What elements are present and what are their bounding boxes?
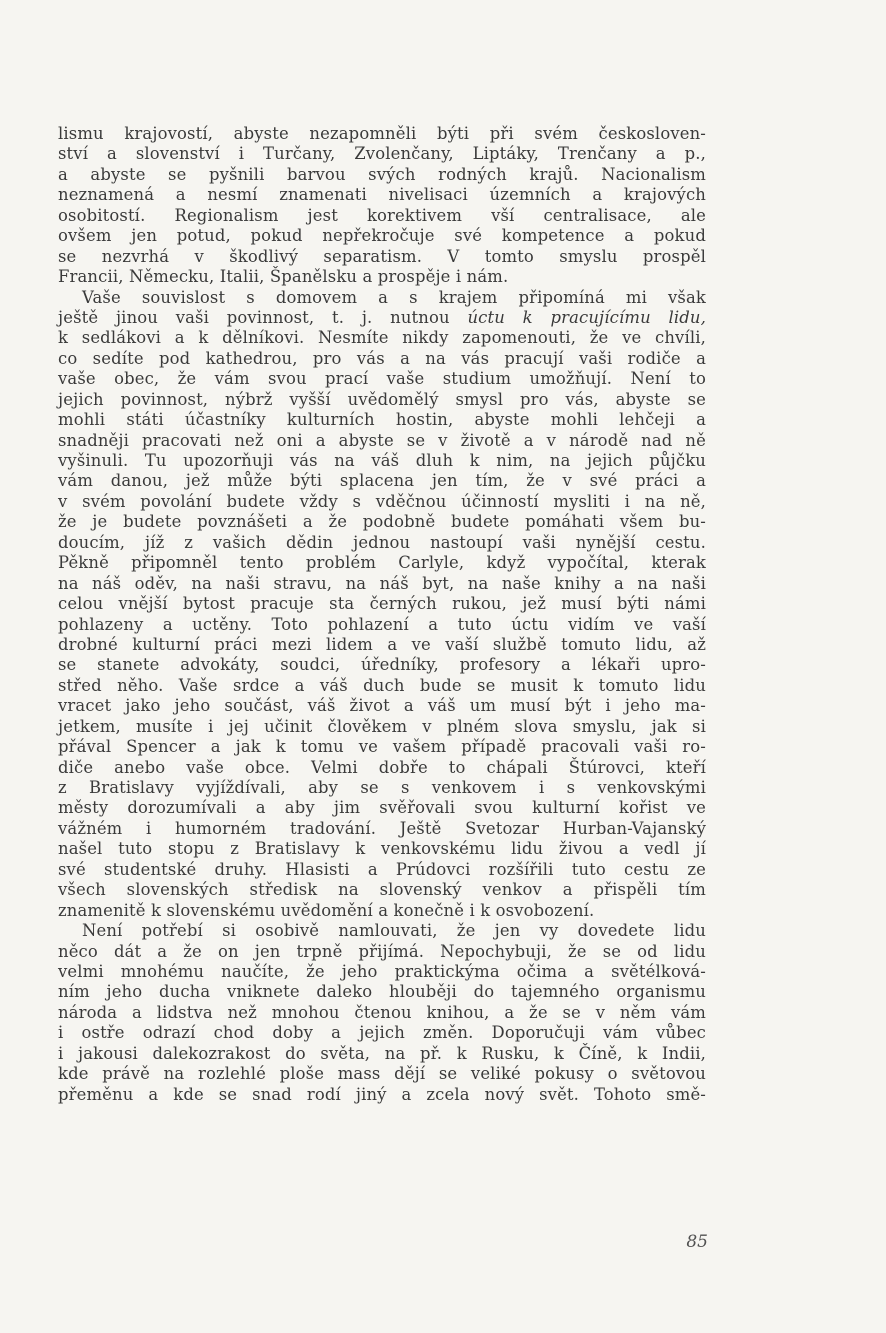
text-line-content: v svém povolání budete vždy s vděčnou účinností mysliti i na ně, [58, 491, 706, 511]
text-line-content: neznamená a nesmí znamenati nivelisaci územních a krajových [58, 185, 706, 205]
text-line [58, 247, 706, 267]
text-line [58, 553, 706, 573]
text-line-content: a abyste se pyšnili barvou svých rodných krajů. Nacionalism [58, 164, 706, 184]
text-line [58, 512, 706, 532]
text-line-content: ství a slovenství i Turčany, Zvolenčany, Liptáky, Trenčany a p., [58, 144, 706, 164]
text-line-content: pohlazeny a uctěny. Toto pohlazení a tuto úctu vidím ve vaší [58, 614, 706, 634]
text-line [58, 982, 706, 1002]
text-line-content: vám danou, jež může býti splacena jen tím, že v své práci a [58, 471, 706, 491]
text-line-content: městy dorozumívali a aby jim svěřovali svou kulturní kořist ve [58, 798, 706, 818]
text-line [58, 839, 706, 859]
text-line-content: doucím, jíž z vašich dědin jednou nastoupí vaši nynější cestu. [58, 532, 706, 552]
text-line-content: lismu krajovostí, abyste nezapomněli býti při svém českosloven- [58, 124, 706, 143]
text-line [58, 574, 706, 594]
text-line-content: i jakousi dalekozrakost do světa, na př. k Rusku, k Číně, k Indii, [58, 1043, 706, 1063]
text-line [58, 778, 706, 798]
text-line [58, 451, 706, 471]
text-line [58, 390, 706, 410]
text-line-content: národa a lidstva než mnohou čtenou knihou, a že se v něm vám [58, 1002, 706, 1022]
text-line [58, 655, 706, 675]
emphasized-text: úctu k pracujícímu lidu, [467, 307, 706, 327]
text-line-content: přával Spencer a jak k tomu ve vašem případě pracovali vaši ro- [58, 737, 706, 757]
text-line-content: znamenitě k slovenskému uvědomění a konečně i k osvobození. [58, 900, 595, 920]
text-line-content: ještě jinou vaši povinnost, t. j. nutnou [58, 307, 468, 327]
text-line-content: své studentské druhy. Hlasisti a Prúdovci rozšířili tuto cestu ze [58, 859, 706, 879]
text-line-content: jetkem, musíte i jej učinit člověkem v plném slova smyslu, jak si [58, 716, 706, 736]
text-line-content: ním jeho ducha vniknete daleko hlouběji do tajemného organismu [58, 982, 706, 1002]
text-line [58, 880, 706, 900]
text-line [58, 349, 706, 369]
text-line [58, 328, 706, 348]
text-line [58, 901, 706, 921]
text-line [58, 1064, 706, 1084]
text-line [58, 267, 706, 287]
text-line [58, 1023, 706, 1043]
text-line [58, 533, 706, 553]
text-line [58, 369, 706, 389]
text-line [58, 226, 706, 246]
text-line [58, 1003, 706, 1023]
text-line-content: Francii, Německu, Italii, Španělsku a prospěje i nám. [58, 267, 509, 287]
text-line-content: vyšinuli. Tu upozorňuji vás na váš dluh k nim, na jejich půjčku [58, 451, 706, 470]
text-line-content: vážném i humorném tradování. Ještě Svetozar Hurban-Vajanský [58, 818, 706, 838]
text-line [58, 962, 706, 982]
text-line-content: ovšem jen potud, pokud nepřekročuje své kompetence a pokud [58, 226, 706, 246]
text-line [58, 1085, 706, 1105]
text-line [58, 124, 706, 144]
text-line [58, 819, 706, 839]
text-line [58, 717, 706, 737]
page-number: 85 [686, 1232, 708, 1252]
text-line [58, 758, 706, 778]
text-line [58, 737, 706, 757]
text-line [58, 594, 706, 614]
text-line-content: na náš oděv, na naši stravu, na náš byt, na naše knihy a na naši [58, 573, 706, 593]
text-line [58, 615, 706, 635]
text-line-content: diče anebo vaše obce. Velmi dobře to chápali Štúrovci, kteří [58, 757, 706, 777]
text-line-content: z Bratislavy vyjíždívali, aby se s venkovem i s venkovskými [58, 778, 706, 797]
text-line-content: i ostře odrazí chod doby a jejich změn. Doporučuji vám vůbec [58, 1023, 706, 1043]
text-line [58, 185, 706, 205]
text-line [58, 676, 706, 696]
text-line [58, 431, 706, 451]
text-line [58, 635, 706, 655]
text-line-content: co sedíte pod kathedrou, pro vás a na vás pracují vaši rodiče a [58, 348, 706, 368]
text-line-content: kde právě na rozlehlé ploše mass dějí se veliké pokusy o světovou [58, 1064, 706, 1084]
text-line-content: přeměnu a kde se snad rodí jiný a zcela nový svět. Tohoto smě- [58, 1084, 706, 1104]
text-line [58, 1044, 706, 1064]
text-line-content: všech slovenských středisk na slovenský venkov a přispěli tím [58, 880, 706, 900]
text-line-content: se stanete advokáty, soudci, úředníky, profesory a lékaři upro- [58, 655, 706, 675]
text-line-content: Pěkně připomněl tento problém Carlyle, když vypočítal, kterak [58, 553, 706, 573]
text-line-content: něco dát a že on jen trpně přijímá. Nepochybuji, že se od lidu [58, 941, 706, 961]
text-line [58, 696, 706, 716]
text-line-content: celou vnější bytost pracuje sta černých rukou, jež musí býti námi [58, 594, 706, 614]
text-line-content: Není potřebí si osobivě namlouvati, že jen vy dovedete lidu [82, 921, 706, 941]
text-line [58, 410, 706, 430]
text-line-content: vracet jako jeho součást, váš život a váš um musí být i jeho ma- [58, 696, 706, 716]
text-line-content: se nezvrhá v škodlivý separatism. V tomto smyslu prospěl [58, 246, 706, 266]
text-line-content: osobitostí. Regionalism jest korektivem vší centralisace, ale [58, 205, 706, 225]
text-line-content: drobné kulturní práci mezi lidem a ve vaší službě tomuto lidu, až [58, 634, 706, 654]
text-line-content: k sedlákovi a k dělníkovi. Nesmíte nikdy zapomenouti, že ve chvíli, [58, 328, 706, 348]
text-line [58, 144, 706, 164]
text-line-content: snadněji pracovati než oni a abyste se v životě a v národě nad ně [58, 430, 706, 450]
text-line [58, 471, 706, 491]
text-line-content: velmi mnohému naučíte, že jeho praktickýma očima a světélková- [58, 961, 706, 981]
text-line [58, 860, 706, 880]
text-line [58, 798, 706, 818]
text-line [58, 165, 706, 185]
text-line [58, 942, 706, 962]
text-line-content: mohli státi účastníky kulturních hostin, abyste mohli lehčeji a [58, 410, 706, 430]
text-line-content: našel tuto stopu z Bratislavy k venkovskému lidu živou a vedl jí [58, 839, 706, 859]
text-line-content: že je budete povznášeti a že podobně budete pomáhati všem bu- [58, 512, 706, 532]
text-line [58, 921, 706, 941]
text-line [58, 492, 706, 512]
text-line [58, 308, 706, 328]
text-line-content: střed něho. Vaše srdce a váš duch bude se musit k tomuto lidu [58, 675, 706, 695]
text-line-content: jejich povinnost, nýbrž vyšší uvědomělý smysl pro vás, abyste se [58, 389, 706, 409]
text-line [58, 206, 706, 226]
text-line-content: Vaše souvislost s domovem a s krajem připomíná mi však [82, 287, 706, 307]
page-body [58, 124, 706, 1105]
text-line-content: vaše obec, že vám svou prací vaše studium umožňují. Není to [58, 369, 706, 389]
text-line [58, 288, 706, 308]
